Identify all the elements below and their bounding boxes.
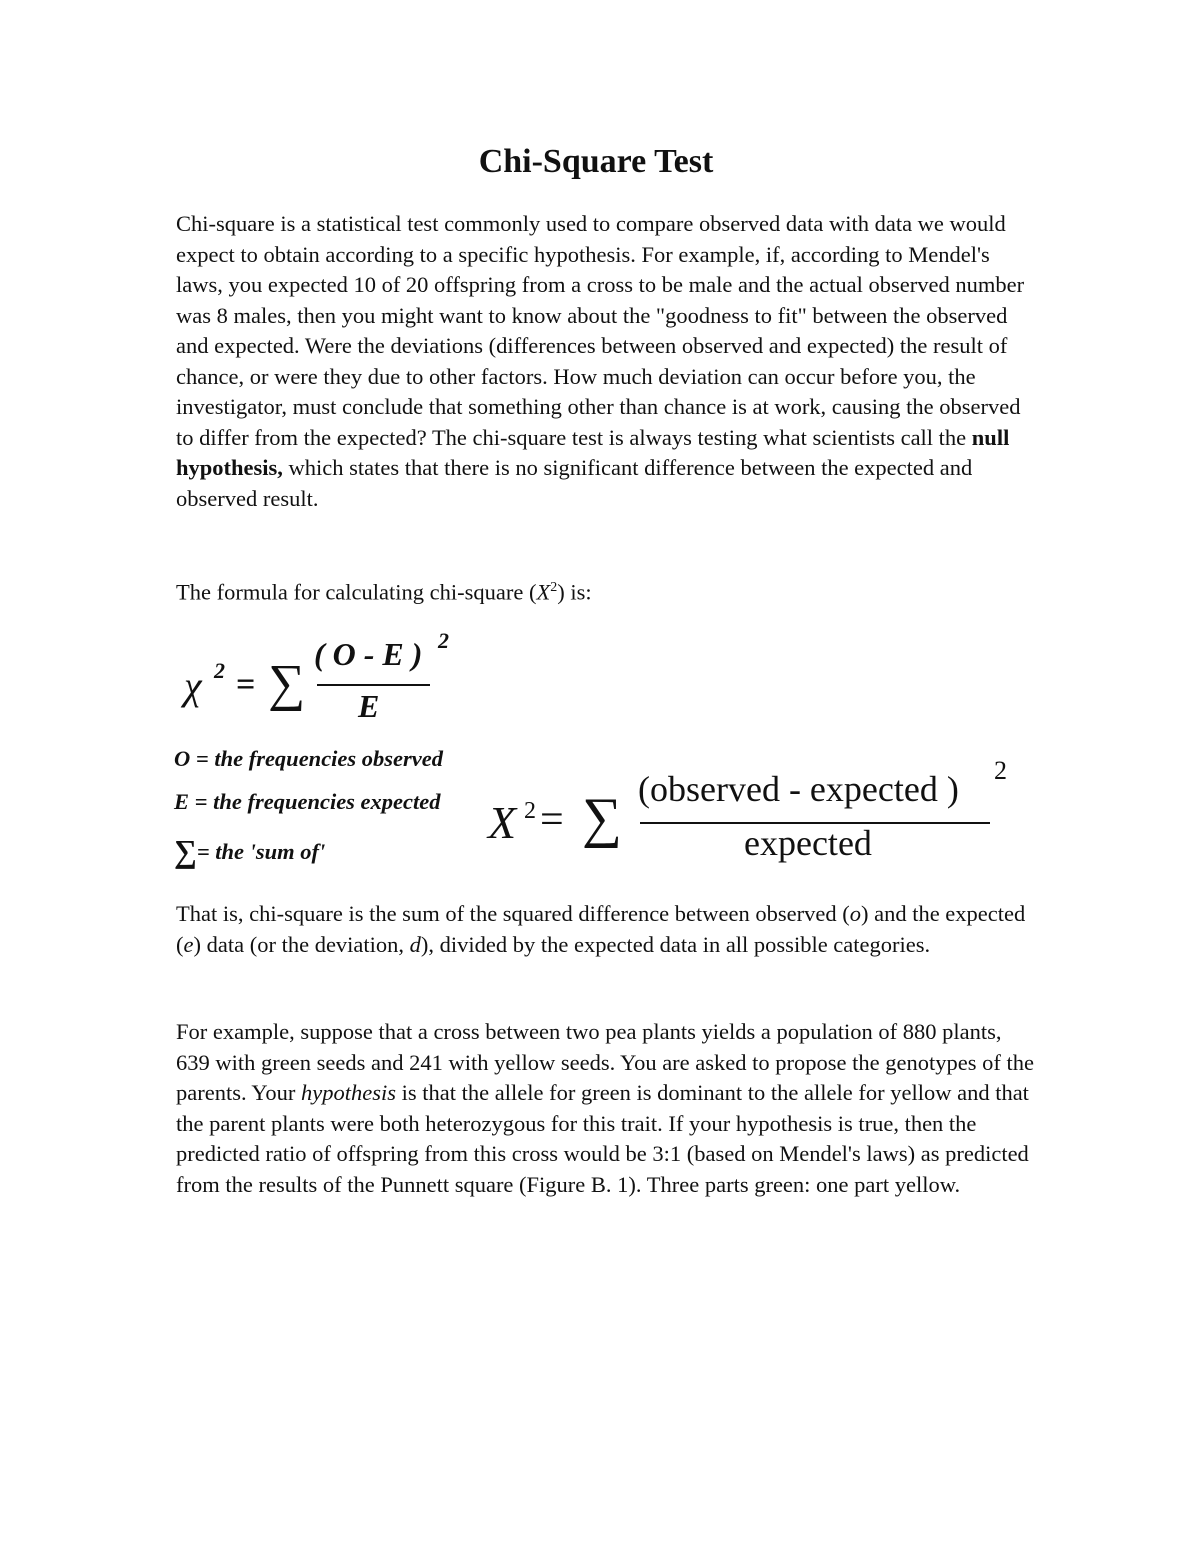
numerator-exponent: 2 <box>994 756 1007 785</box>
chi-exponent: 2 <box>214 658 225 683</box>
equals-sign: = <box>540 797 564 843</box>
chi-symbol: χ <box>184 663 202 708</box>
example-text-2: is that the allele for green is dominant to the allele for yellow and that the parent plants were both heterozygous for this trait. If your hypothesis is true, then the predicted ratio of offspring from this cross would be 3:1 (based on Mendel's laws) as predicted from the results of the Punnett square (Figure B. 1). Three parts green: one part yellow. <box>176 1080 1029 1197</box>
observed-variable: o <box>849 901 861 926</box>
explanation-paragraph <box>176 899 1036 960</box>
x-exponent: 2 <box>524 798 536 824</box>
formula-intro-before: The formula for calculating chi-square ( <box>176 579 537 605</box>
numerator-exponent: 2 <box>438 628 449 653</box>
expected-variable: e <box>183 931 194 957</box>
x-symbol: X <box>488 797 517 848</box>
thatis-text-3: ) data (or the deviation, <box>193 931 410 957</box>
legend-observed: O = the frequencies observed <box>174 746 444 771</box>
formula-numerator: ( O - E ) <box>314 636 423 672</box>
chi-square-formula-symbolic <box>180 628 480 732</box>
example-paragraph <box>176 1017 1036 1200</box>
null-hypothesis-term: null hypothesis, <box>176 424 1010 480</box>
thatis-text-1: That is, chi-square is the sum of the squared difference between observed ( <box>176 901 850 926</box>
intro-text-part1: Chi-square is a statistical test commonly used to compare observed data with data we would expect to obtain according to a specific hypothesis. For example, if, according to Mendel's laws, you expected 10 of 20 offspring from a cross to be male and the actual observed number was 8 males, then you might want to know about the "goodness to fit" between the observed and expected. Were the deviations (differences between observed and expected) the result of chance, or were they due to other factors. How much deviation can occur before you, the investigator, must conclude that something other than chance is at work, causing the observed to differ from the expected? The chi-square test is always testing what scientists call the <box>176 211 1025 450</box>
sigma-symbol: ∑ <box>268 655 306 712</box>
legend-expected: E = the frequencies expected <box>174 789 441 814</box>
formula-intro-after: ) is: <box>557 579 592 605</box>
intro-paragraph <box>176 209 1036 514</box>
page-title: Chi-Square Test <box>478 143 714 180</box>
formula-intro-symbol: X <box>536 579 551 605</box>
formula-intro-paragraph <box>176 573 1036 608</box>
example-text-1: For example, suppose that a cross between two pea plants yields a population of 880 plants, 639 with green seeds and 241 with yellow seeds. You are asked to propose the genotypes of the parents. Your <box>176 1019 1034 1105</box>
legend-sum <box>174 833 504 870</box>
formula-numerator: (observed - expected ) <box>638 769 959 809</box>
equals-sign: = <box>236 666 256 703</box>
legend-sum-text: = the 'sum of' <box>196 839 326 864</box>
sigma-symbol: ∑ <box>582 787 622 849</box>
deviation-variable: d <box>409 931 421 957</box>
intro-text-part2: which states that there is no significant difference between the expected and observed result. <box>176 455 973 511</box>
formula-denominator: E <box>358 688 380 724</box>
formula-intro-exponent: 2 <box>550 580 558 595</box>
formula-denominator: expected <box>744 823 872 863</box>
fraction-bar <box>317 684 430 686</box>
legend-sigma-symbol: ∑ <box>174 833 197 869</box>
hypothesis-term: hypothesis <box>301 1080 397 1105</box>
chi-square-formula-words <box>488 752 1028 872</box>
thatis-text-2: ) and the expected ( <box>176 901 1026 957</box>
thatis-text-4: ), divided by the expected data in all possible categories. <box>420 931 931 957</box>
